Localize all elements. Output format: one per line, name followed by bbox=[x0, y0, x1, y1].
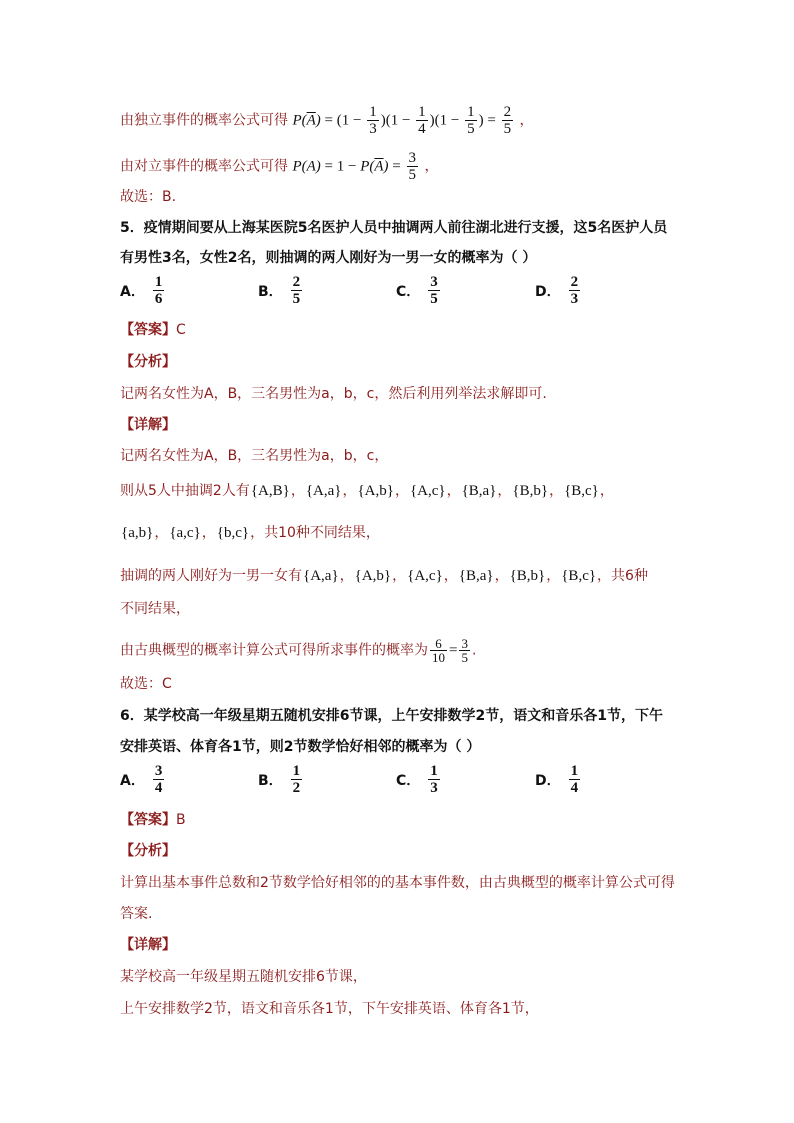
prev-solution-line-1: 由独立事件的概率公式可得 $P(\overline{A}) = (1$ − $\frac{1}{3}$ )(1 − $\frac{1}{4}$ )(1 − $\frac{1}{5}$ ) = $\frac{2}{5}$ ， bbox=[120, 104, 534, 137]
q6-detail-tag: 【详解】 bbox=[120, 937, 176, 953]
q6-detail-line-1: 某学校高一年级星期五随机安排6节课， bbox=[120, 969, 367, 985]
q6-analysis-tag: 【分析】 bbox=[120, 843, 176, 859]
q5-option-a: A． $\frac{1}{6}$ bbox=[120, 274, 163, 307]
q6-option-c: C． $\frac{1}{3}$ bbox=[396, 763, 438, 796]
q5-detail-line-5: 不同结果， bbox=[120, 601, 190, 617]
q6-answer: 【答案】B bbox=[120, 812, 186, 828]
q5-analysis-tag: 【分析】 bbox=[120, 354, 176, 370]
q5-stem-line-2: 有男性3名，女性2名，则抽调的两人刚好为一男一女的概率为（ ） bbox=[120, 250, 537, 266]
q6-analysis-line-1: 计算出基本事件总数和2节数学恰好相邻的的基本事件数，由古典概型的概率计算公式可得 bbox=[120, 875, 675, 891]
q5-detail-line-4: 抽调的两人刚好为一男一女有{A,a}，{A,b}，{A,c}，{B,a}，{B,b}，{B,c}，共6种 bbox=[120, 568, 648, 584]
q6-stem-line-1: 6．某学校高一年级星期五随机安排6节课，上午安排数学2节，语文和音乐各1节，下午 bbox=[120, 708, 663, 724]
formula-p-a-bar: $P(\overline{A})$ bbox=[292, 112, 321, 129]
q6-detail-line-2: 上午安排数学2节，语文和音乐各1节，下午安排英语、体育各1节， bbox=[120, 1001, 539, 1017]
prev-solution-line-2: 由对立事件的概率公式可得 $P(A) = 1 - P(\overline{A})$ = $\frac{3}{5}$ ， bbox=[120, 150, 439, 183]
q6-option-b: B． $\frac{1}{2}$ bbox=[258, 763, 301, 796]
q6-stem-line-2: 安排英语、体育各1节，则2节数学恰好相邻的概率为（ ） bbox=[120, 739, 481, 755]
prev-solution-choice: 故选：B. bbox=[120, 189, 177, 205]
q6-option-d: D． $\frac{1}{4}$ bbox=[535, 763, 579, 796]
q5-choice: 故选：C bbox=[120, 676, 172, 692]
q5-option-c: C． $\frac{3}{5}$ bbox=[396, 274, 438, 307]
q5-stem-line-1: 5．疫情期间要从上海某医院5名医护人员中抽调两人前往湖北进行支援，这5名医护人员 bbox=[120, 220, 668, 236]
q5-detail-line-3: {a,b}，{a,c}，{b,c}，共10种不同结果， bbox=[121, 525, 380, 541]
q5-detail-tag: 【详解】 bbox=[120, 417, 176, 433]
q5-answer: 【答案】C bbox=[120, 322, 186, 338]
q5-option-b: B． $\frac{2}{5}$ bbox=[258, 274, 301, 307]
q5-option-d: D． $\frac{2}{3}$ bbox=[535, 274, 579, 307]
q6-analysis-line-2: 答案. bbox=[120, 906, 153, 922]
q5-analysis-text: 记两名女性为A，B，三名男性为a，b，c，然后利用列举法求解即可. bbox=[120, 386, 547, 402]
q5-detail-line-1: 记两名女性为A，B，三名男性为a，b，c， bbox=[120, 448, 389, 464]
q6-option-a: A． $\frac{3}{4}$ bbox=[120, 763, 163, 796]
formula-p-a: P(A) bbox=[292, 158, 321, 175]
q5-calc-line: 由古典概型的概率计算公式可得所求事件的概率为 $\frac{6}{10}$ = $\frac{3}{5}$ . bbox=[120, 636, 477, 665]
q5-detail-line-2: 则从5人中抽调2人有{A,B}，{A,a}，{A,b}，{A,c}，{B,a}，{B,b}，{B,c}， bbox=[120, 483, 614, 499]
